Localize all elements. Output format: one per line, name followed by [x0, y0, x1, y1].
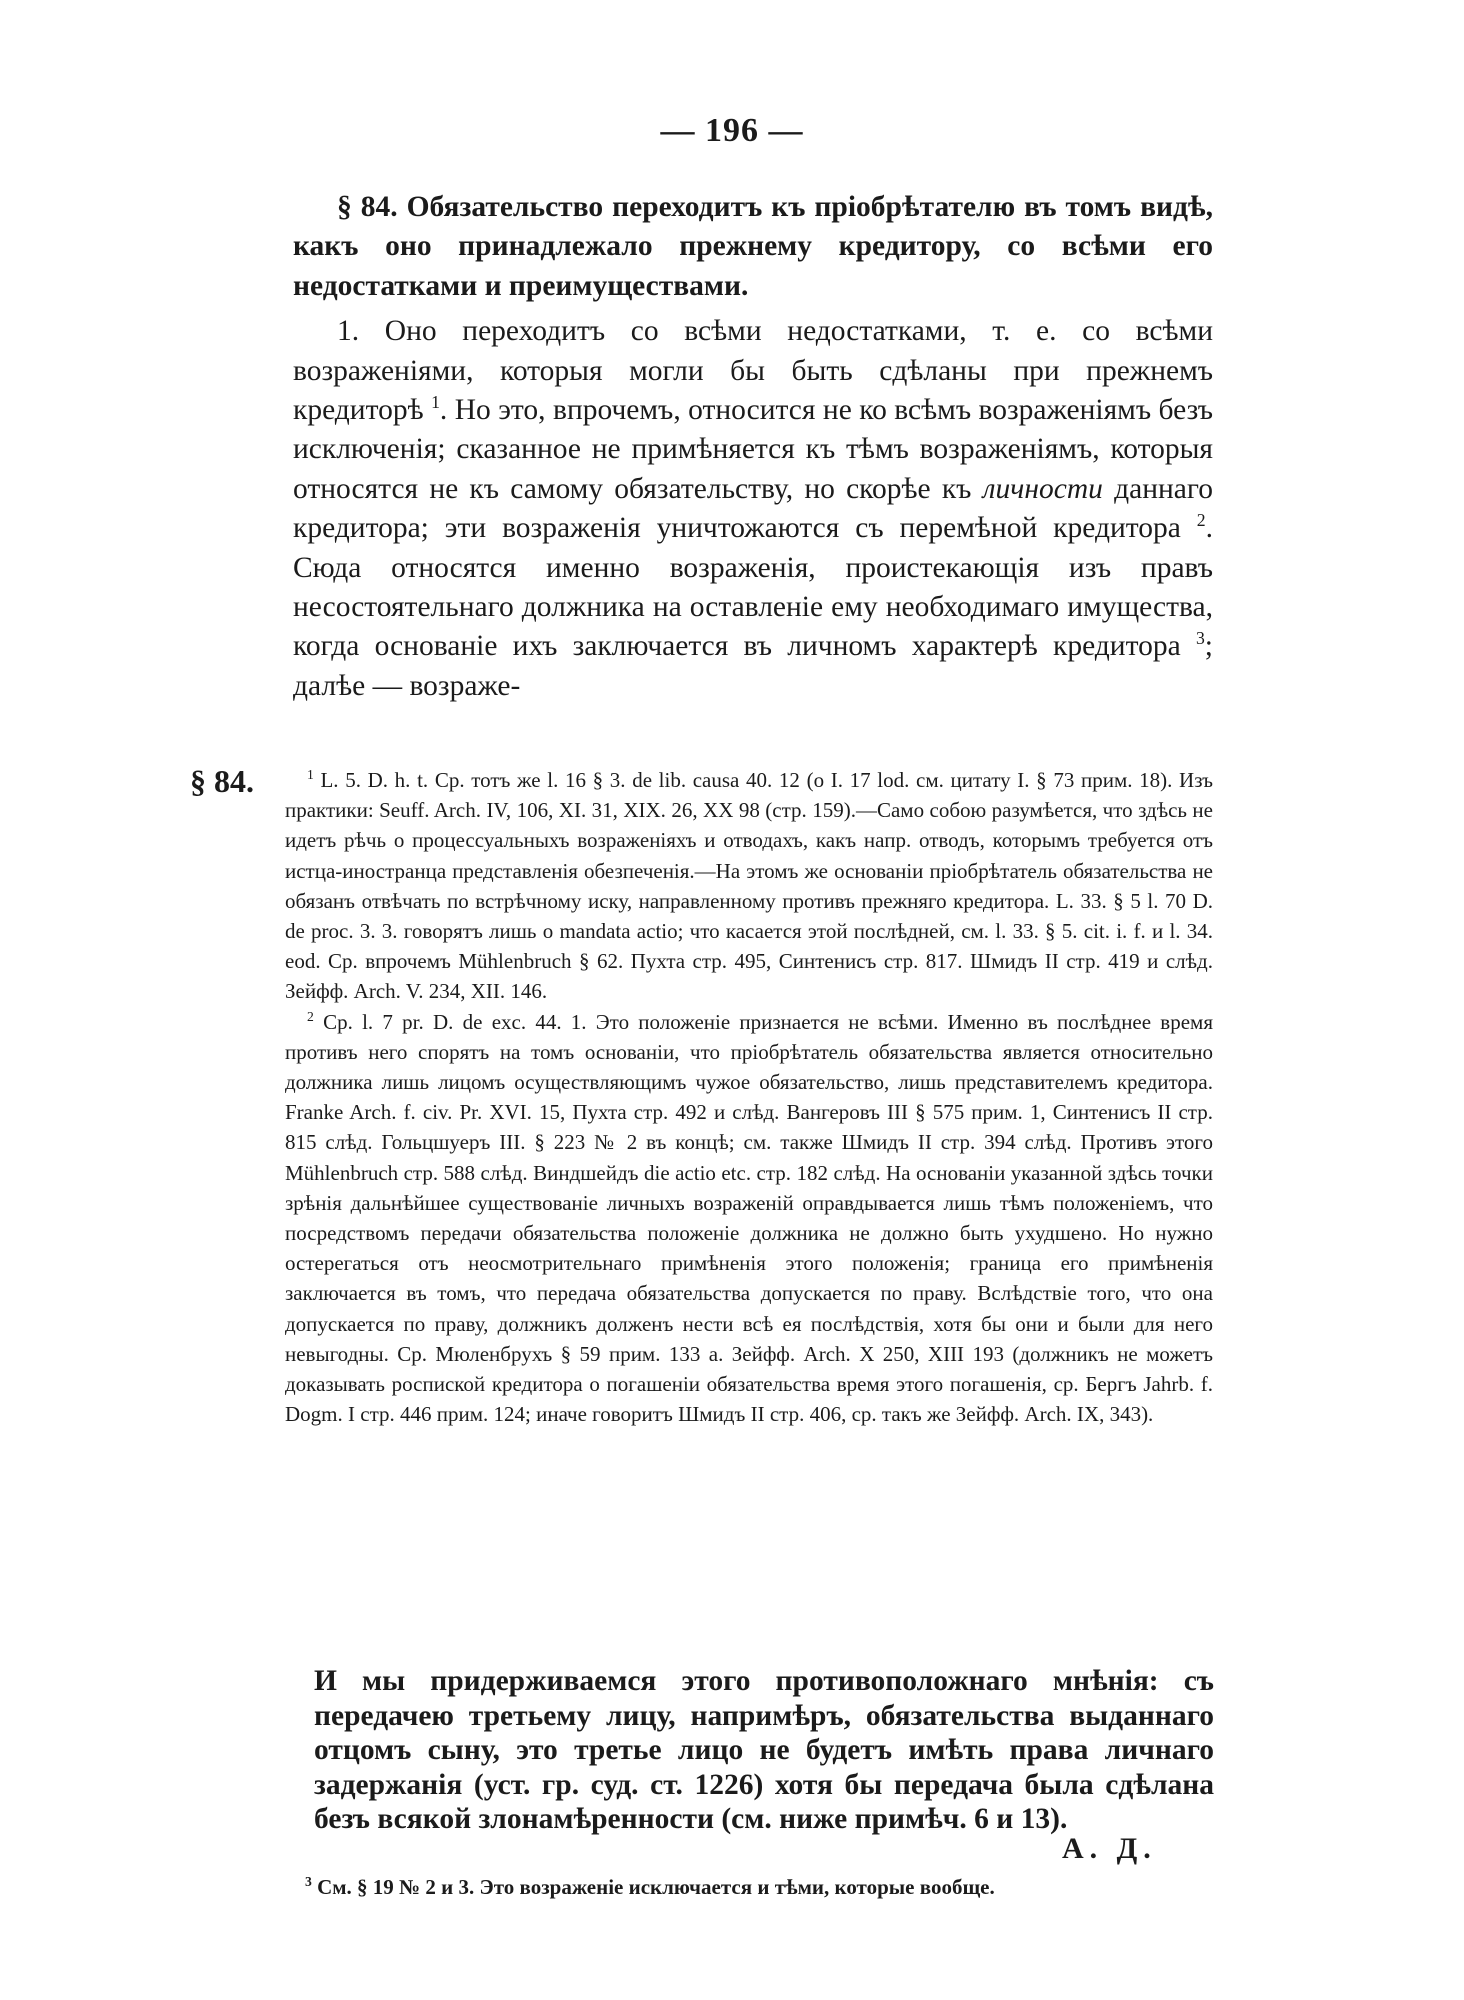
paragraph-1 — [293, 312, 1213, 706]
section-heading: § 84. Обязательство переходитъ къ пріобрѣтателю въ томъ видѣ, какъ оно принадлежало прежнему кредитору, со всѣми его недостатками и преимуществами. — [293, 191, 1213, 302]
editor-note-text: И мы придерживаемся этого противоположнаго мнѣнія: съ передачею третьему лицу, напримѣръ, обязательства выданнаго отцомъ сыну, это третье лицо не будетъ имѣть права личнаго задержанія (уст. гр. суд. ст. 1226) хотя бы передача была сдѣлана безъ всякой злонамѣренности (см. ниже примѣч. 6 и 13). — [314, 1665, 1214, 1835]
editor-note — [314, 1664, 1214, 1837]
editor-signature: А. Д. — [1062, 1832, 1157, 1865]
page-number: — 196 — — [660, 112, 804, 149]
margin-section-label: § 84. — [190, 763, 254, 799]
footnote-1-text: L. 5. D. h. t. Ср. тотъ же l. 16 § 3. de lib. causa 40. 12 (o I. 17 lod. см. цитату I. § 73 прим. 18). Изъ практики: Seuff. Arch. IV, 106, XI. 31, XIX. 26, XX 98 (стр. 159).—Само собою разумѣется, что здѣсь не идетъ рѣчь о процессуальныхъ возраженіяхъ и отводахъ, какъ напр. отводъ, которымъ требуется отъ истца-иностранца представленія обезпеченія.—На этомъ же основаніи пріобрѣтатель обязательства не обязанъ отвѣчать по встрѣчному иску, направленному противъ прежняго кредитора. L. 33. § 5 l. 70 D. de proc. 3. 3. говорятъ лишь о mandata actio; что касается этой послѣдней, см. l. 33. § 5. cit. i. f. и l. 34. eod. Ср. впрочемъ Mühlenbruch § 62. Пухта стр. 495, Синтенисъ стр. 817. Шмидъ II стр. 419 и слѣд. Зейфф. Arch. V. 234, XII. 146. — [285, 768, 1213, 1004]
p1-text-c: даннаго кредитора; эти возраженія уничтожаются съ перемѣной кредитора — [293, 472, 1214, 545]
footnote-ref-2: 2 — [1196, 510, 1206, 531]
footnote-1 — [285, 765, 1213, 1007]
footnote-3-mark: 3 — [305, 1874, 312, 1889]
footnote-2-mark: 2 — [307, 1008, 314, 1024]
footnote-ref-3: 3 — [1195, 628, 1205, 649]
footnote-2 — [285, 1007, 1213, 1430]
p1-text-d: . Сюда относятся именно возраженія, проистекающія изъ правъ несостоятельнаго должника на оставленіе ему необходимаго имущества, когда основаніе ихъ заключается въ личномъ характерѣ кредитора — [293, 512, 1214, 663]
footnote-1-mark: 1 — [307, 767, 314, 782]
p1-italic-word: личности — [982, 472, 1103, 505]
p1-text-b: . Но это, впрочемъ, относится не ко всѣмъ возраженіямъ безъ исключенія; сказанное не примѣняется къ тѣмъ возраженіямъ, которыя относятся не къ самому обязательству, но скорѣе къ — [293, 394, 1214, 505]
footnote-2-text: Ср. l. 7 pr. D. de exc. 44. 1. Это положеніе признается не всѣми. Именно въ послѣднее время противъ него спорятъ на томъ основаніи, что пріобрѣтатель обязательства является относительно должника лишь лицомъ осуществляющимъ чужое обязательство, лишь представителемъ кредитора. Franke Arch. f. civ. Pr. XVI. 15, Пухта стр. 492 и слѣд. Вангеровъ III § 575 прим. 1, Синтенисъ II стр. 815 слѣд. Гольцшуеръ III. § 223 № 2 въ концѣ; см. также Шмидъ II стр. 394 слѣд. Противъ этого Mühlenbruch стр. 588 слѣд. Виндшейдъ die actio etc. стр. 182 слѣд. На основаніи указанной здѣсь точки зрѣнія дальнѣйшее существованіе личныхъ возраженій оправдывается лишь тѣмъ положеніемъ, что посредствомъ передачи обязательства положеніе должника не должно быть ухудшено. Но нужно остерегаться отъ неосмотрительнаго примѣненія этого положенія; граница его примѣненія заключается въ томъ, что передача обязательства допускается по праву. Вслѣдствіе того, что она допускается по праву, должникъ долженъ нести всѣ ея послѣдствія, хотя бы они и были для него невыгодны. Ср. Мюленбрухъ § 59 прим. 133 a. Зейфф. Arch. X 250, XIII 193 (должникъ не можетъ доказывать роспиской кредитора о погашеніи обязательства время этого погашенія, ср. Бергъ Jahrb. f. Dogm. I стр. 446 прим. 124; иначе говоритъ Шмидъ II стр. 406, ср. такъ же Зейфф. Arch. IX, 343). — [285, 1009, 1214, 1427]
main-text — [293, 188, 1213, 706]
p1-text-e: ; далѣе — возраже- — [293, 630, 1213, 702]
footnote-3 — [305, 1872, 1217, 1902]
footnotes-block — [285, 765, 1213, 1429]
p1-text-a: 1. Оно переходитъ со всѣми недостатками, т. е. со всѣми возраженіями, которыя могли бы быть сдѣланы при прежнемъ кредиторѣ — [293, 315, 1213, 427]
footnote-ref-1: 1 — [431, 392, 440, 413]
footnote-3-text: См. § 19 № 2 и 3. Это возраженіе исключается и тѣми, которые вообще. — [317, 1875, 995, 1899]
